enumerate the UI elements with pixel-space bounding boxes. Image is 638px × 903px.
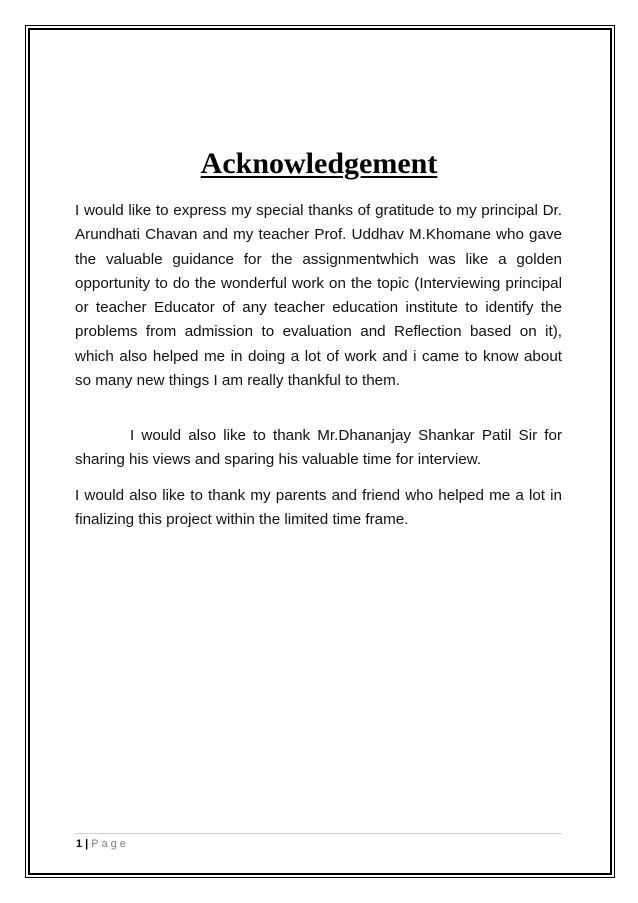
paragraph-thanks-interviewee: I would also like to thank Mr.Dhananjay Shankar Patil Sir for sharing his views and sparing his valuable time for interview. bbox=[75, 427, 562, 469]
page-footer bbox=[76, 837, 129, 851]
footer-divider bbox=[75, 833, 562, 834]
page-number: 1 bbox=[76, 838, 83, 850]
paragraph-thanks-principal: I would like to express my special thanks of gratitude to my principal Dr. Arundhati Chavan and my teacher Prof. Uddhav M.Khomane who gave the valuable guidance for the assignmentwhich was like a golden opportunity to do the wonderful work on the topic (Interviewing principal or teacher Educator of any teacher education institute to identify the problems from admission to evaluation and Reflection based on it), which also helped me in doing a lot of work and i came to know about so many new things I am really thankful to them. bbox=[75, 202, 562, 390]
page-title: Acknowledgement bbox=[200, 147, 438, 180]
footer-separator: | bbox=[85, 838, 89, 850]
page-label: Page bbox=[91, 838, 129, 850]
paragraph-thanks-parents: I would also like to thank my parents and friend who helped me a lot in finalizing this project within the limited time frame. bbox=[75, 487, 562, 529]
